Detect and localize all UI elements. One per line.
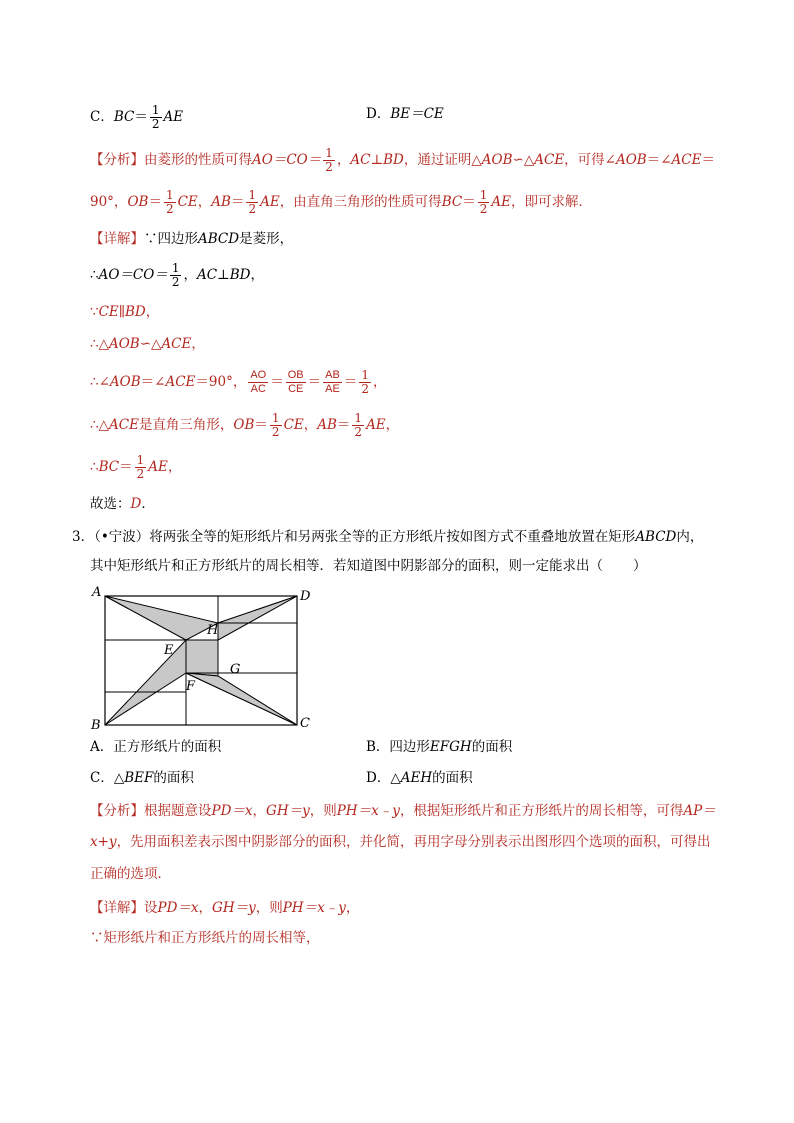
detail-tag: 【详解】 xyxy=(90,231,144,247)
fraction xyxy=(323,369,342,396)
text: CE xyxy=(177,194,198,210)
text: AO＝CO＝ xyxy=(252,152,322,168)
text: ＝ xyxy=(230,194,245,210)
label-b: B xyxy=(91,718,101,732)
fraction-numerator: 1 xyxy=(171,261,180,275)
text: ， xyxy=(167,459,182,475)
text: ABCD xyxy=(635,529,677,545)
text: AOB xyxy=(615,152,647,168)
option-c xyxy=(90,104,183,131)
fraction-numerator: 1 xyxy=(136,453,145,467)
option-c-lhs: BC xyxy=(113,109,135,125)
text: ， xyxy=(191,336,205,352)
text: AC⊥BD xyxy=(350,152,404,168)
fraction xyxy=(164,189,176,216)
label-e: E xyxy=(164,643,174,658)
fraction-denominator: 2 xyxy=(165,202,174,216)
text: 其中矩形纸片和正方形纸片的周长相等．若知道图中阴影部分的面积，则一定能求出（ xyxy=(90,558,603,574)
text: PH＝x﹣y xyxy=(282,900,346,916)
text: 是直角三角形， xyxy=(138,417,234,433)
fraction-denominator: 2 xyxy=(479,202,488,216)
text: AE xyxy=(366,417,386,433)
text: ． xyxy=(141,496,155,512)
fraction-numerator: AO xyxy=(250,369,267,381)
shaded-wing-right xyxy=(186,673,297,725)
text: ，根据矩形纸片和正方形纸片的周长相等，可得 xyxy=(399,803,684,819)
text: AOB xyxy=(481,152,513,168)
text: AB xyxy=(211,194,231,210)
text: ＝∠ xyxy=(140,374,166,390)
option-d3 xyxy=(366,768,473,788)
analysis-line-2 xyxy=(90,189,592,216)
text: ＝ xyxy=(343,374,358,390)
text: AO＝CO＝ xyxy=(98,267,168,283)
fraction xyxy=(352,412,364,439)
fraction xyxy=(270,412,282,439)
shaded-wing-top xyxy=(218,596,297,640)
fraction xyxy=(323,147,335,174)
fraction-denominator: 2 xyxy=(248,202,257,216)
question-3-line-2 xyxy=(90,556,647,576)
text: ∵矩形纸片和正方形纸片的周长相等， xyxy=(90,930,320,946)
detail3-line-2 xyxy=(90,928,320,948)
text: AOB xyxy=(109,374,141,390)
detail-line-1 xyxy=(90,229,293,249)
option-a-text: A．正方形纸片的面积 xyxy=(90,739,222,755)
text: ∽△ xyxy=(139,336,162,352)
text: ＝∠ xyxy=(646,152,672,168)
fraction-numerator: OB xyxy=(287,369,304,381)
text: ＝ xyxy=(148,194,162,210)
analysis3-line-3 xyxy=(90,864,171,884)
text: PD＝x xyxy=(211,803,253,819)
option-c-rhs: AE xyxy=(163,109,184,125)
text: CE xyxy=(283,417,304,433)
option-d-label: D． xyxy=(366,106,391,122)
fraction-denominator: 2 xyxy=(271,425,280,439)
text: CE∥BD xyxy=(98,304,146,320)
text: B．四边形 xyxy=(366,739,430,755)
text: ， xyxy=(198,900,213,916)
detail-tag: 【详解】 xyxy=(90,900,144,916)
text: AE xyxy=(148,459,168,475)
text: GH＝y xyxy=(266,803,310,819)
detail-line-4 xyxy=(90,334,205,354)
fraction xyxy=(248,369,268,396)
question-number: 3． xyxy=(72,529,95,545)
shaded-center xyxy=(186,640,218,676)
text: ， xyxy=(345,900,360,916)
text: ACE xyxy=(161,336,192,352)
text: ， xyxy=(145,304,160,320)
text: ACE xyxy=(165,374,196,390)
text: ABCD xyxy=(198,231,240,247)
text: ∽△ xyxy=(512,152,535,168)
text: BC xyxy=(98,459,120,475)
text: AP＝ xyxy=(683,803,716,819)
text: ， xyxy=(250,267,264,283)
text: ∴ xyxy=(90,459,99,475)
detail-line-5 xyxy=(90,369,386,396)
label-f: F xyxy=(186,679,196,694)
text: EFGH xyxy=(429,739,472,755)
label-d: D xyxy=(300,589,311,604)
text: 内， xyxy=(676,529,704,545)
fraction-denominator: CE xyxy=(288,383,304,395)
text: AEH xyxy=(400,770,433,786)
option-b xyxy=(366,737,512,757)
text: ， xyxy=(183,267,197,283)
text: 的面积 xyxy=(432,770,473,786)
fraction-numerator: 1 xyxy=(354,411,363,425)
text: 是菱形， xyxy=(239,231,294,247)
text: AB xyxy=(317,417,337,433)
text: AOB xyxy=(108,336,140,352)
text: ＝ xyxy=(701,152,715,168)
label-c: C xyxy=(300,716,310,731)
detail-line-6 xyxy=(90,412,399,439)
fraction xyxy=(286,369,306,396)
fraction-numerator: 1 xyxy=(479,188,488,202)
text: ＝ xyxy=(119,459,133,475)
text: ，则 xyxy=(255,900,283,916)
text: 的面积 xyxy=(153,770,194,786)
fraction-denominator: 2 xyxy=(354,425,363,439)
text: ∴ xyxy=(90,267,99,283)
text: ， xyxy=(197,194,212,210)
fraction-numerator: 1 xyxy=(151,103,160,117)
fraction-denominator: 2 xyxy=(325,160,333,174)
text: BC xyxy=(441,194,463,210)
text: ， xyxy=(252,803,267,819)
fraction-denominator: AC xyxy=(250,383,266,395)
fraction xyxy=(478,189,490,216)
text: ∴△ xyxy=(90,417,109,433)
text: ，由直角三角形的性质可得 xyxy=(279,194,442,210)
text: ＝ xyxy=(462,194,476,210)
fraction xyxy=(150,104,162,131)
fraction xyxy=(246,189,258,216)
fraction-denominator: 2 xyxy=(136,467,145,481)
text: GH＝y xyxy=(212,900,256,916)
fraction xyxy=(135,454,147,481)
text: （•宁波）将两张全等的矩形纸片和另两张全等的正方形纸片按如图方式不重叠地放置在矩形 xyxy=(94,529,636,545)
text: BEF xyxy=(124,770,154,786)
detail-line-8 xyxy=(90,494,155,514)
label-a: A xyxy=(92,585,102,600)
text: ， xyxy=(372,374,387,390)
label-g: G xyxy=(230,662,241,677)
option-d xyxy=(366,104,444,124)
text: ACE xyxy=(671,152,702,168)
text: AE xyxy=(260,194,280,210)
fraction-numerator: 1 xyxy=(165,188,174,202)
option-d-text: BE＝CE xyxy=(390,106,444,122)
text: ＝ xyxy=(307,374,322,390)
text: 由菱形的性质可得 xyxy=(144,152,252,168)
fraction-numerator: 1 xyxy=(271,411,280,425)
text: 故选： xyxy=(90,496,131,512)
text: 90°， xyxy=(90,194,128,210)
text: ∴∠ xyxy=(90,374,110,390)
fraction-numerator: 1 xyxy=(325,146,333,160)
text: ，即可求解． xyxy=(510,194,592,210)
shaded-wing-left xyxy=(105,596,218,640)
option-c3 xyxy=(90,768,194,788)
answer-letter: D xyxy=(130,496,142,512)
fraction-numerator: 1 xyxy=(361,368,369,382)
fraction-denominator: 2 xyxy=(151,117,160,131)
text: ACE xyxy=(108,417,139,433)
text: OB xyxy=(233,417,255,433)
label-h: H xyxy=(207,623,219,638)
geometry-figure xyxy=(86,582,326,732)
detail-line-2 xyxy=(90,262,264,289)
text: ） xyxy=(633,558,647,574)
text: x+y xyxy=(90,834,117,850)
text: 的面积 xyxy=(471,739,513,755)
text: ，先用面积差表示图中阴影部分的面积，并化简，再用字母分别表示出图形四个选项的面积，可得出 xyxy=(116,834,711,850)
text: ＝ xyxy=(336,417,351,433)
option-c-label: C． xyxy=(90,109,114,125)
question-3-line-1 xyxy=(72,527,703,547)
text: D．△ xyxy=(366,770,401,786)
text: ACE xyxy=(534,152,565,168)
fraction-denominator: AE xyxy=(325,383,340,395)
text: ，通过证明△ xyxy=(403,152,482,168)
text: ， xyxy=(385,417,400,433)
text: 根据题意设 xyxy=(144,803,212,819)
text: OB xyxy=(127,194,149,210)
fraction-numerator: AB xyxy=(325,369,340,381)
text: ＝ xyxy=(270,374,284,390)
text: ∴△ xyxy=(90,336,109,352)
text: ＝ xyxy=(254,417,268,433)
text: 正确的选项． xyxy=(90,866,171,882)
text: PH＝x﹣y xyxy=(336,803,400,819)
text: ， xyxy=(336,152,351,168)
text: ∵四边形 xyxy=(144,231,198,247)
fraction-denominator: 2 xyxy=(171,275,180,289)
text: AE xyxy=(491,194,511,210)
fraction-denominator: 2 xyxy=(361,382,369,396)
shaded-wing-bottom xyxy=(105,640,186,725)
analysis3-line-1 xyxy=(90,801,716,821)
text: C．△ xyxy=(90,770,125,786)
detail-line-7 xyxy=(90,454,181,481)
text: ＝90°， xyxy=(195,374,247,390)
analysis-tag: 【分析】 xyxy=(90,803,144,819)
option-c-eq: ＝ xyxy=(134,109,148,125)
text: 设 xyxy=(144,900,158,916)
detail3-line-1 xyxy=(90,898,359,918)
analysis3-line-2 xyxy=(90,832,711,852)
text: ，则 xyxy=(309,803,337,819)
text: ，可得∠ xyxy=(564,152,616,168)
fraction xyxy=(170,262,182,289)
text: PD＝x xyxy=(157,900,199,916)
text: ∵ xyxy=(90,304,99,320)
detail-line-3 xyxy=(90,302,159,322)
text: ， xyxy=(303,417,318,433)
analysis-tag: 【分析】 xyxy=(90,152,144,168)
text: AC⊥BD xyxy=(196,267,251,283)
fraction-numerator: 1 xyxy=(248,188,257,202)
option-a xyxy=(90,737,221,757)
analysis-line-1 xyxy=(90,147,715,174)
fraction xyxy=(359,369,371,396)
